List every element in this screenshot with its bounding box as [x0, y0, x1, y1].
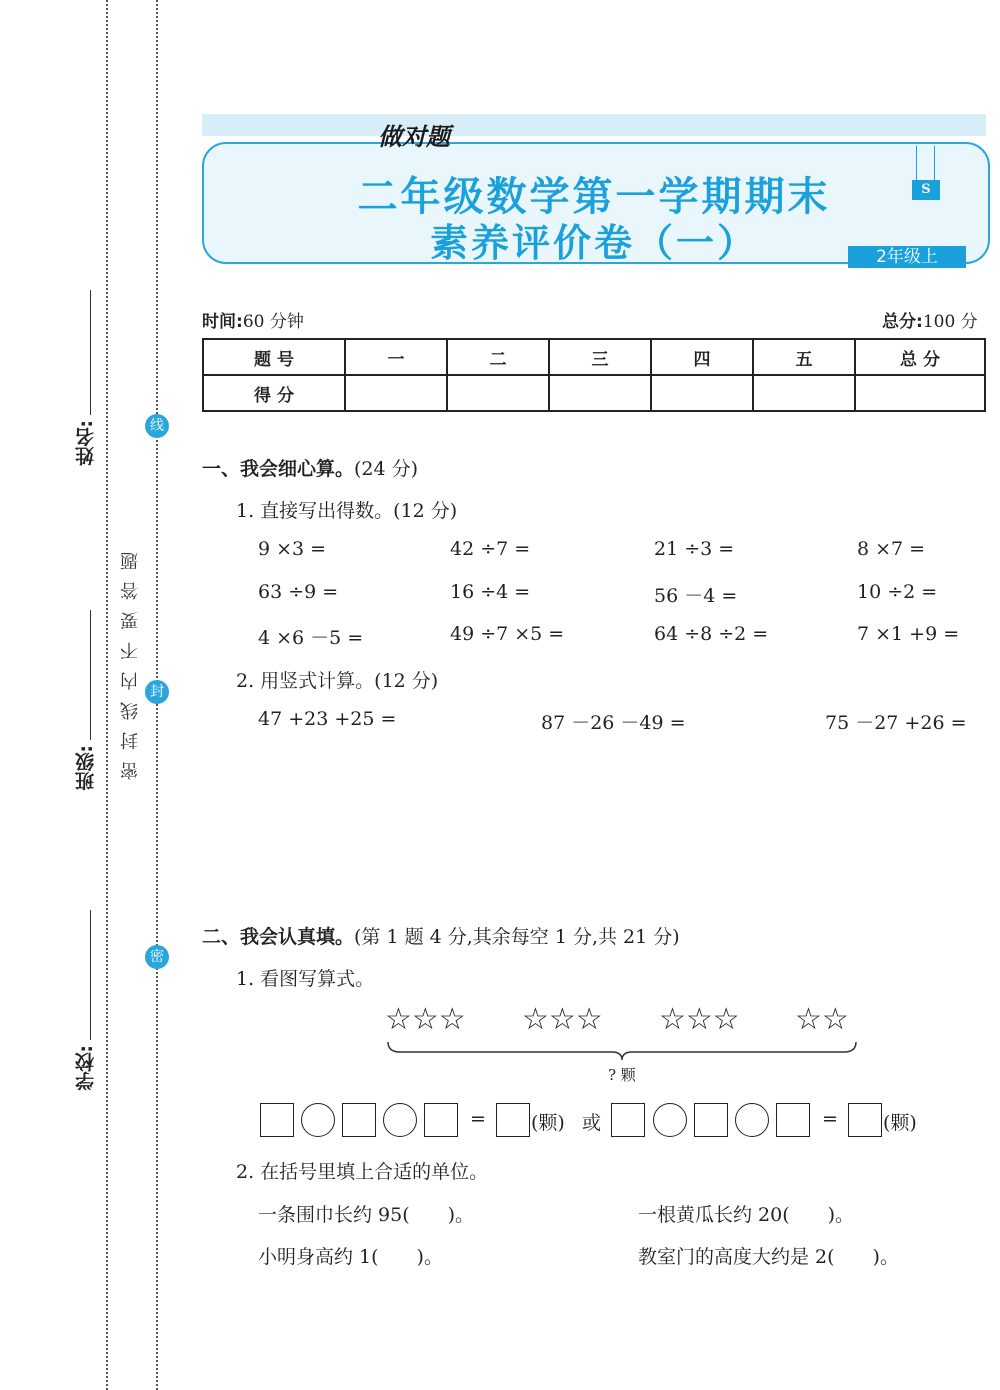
score-row — [203, 375, 985, 411]
class-field[interactable] — [90, 610, 91, 740]
unit-label: (颗) — [531, 1112, 565, 1134]
tag-string-left — [916, 146, 917, 182]
time-info — [202, 307, 304, 332]
operator-circle[interactable] — [735, 1103, 769, 1137]
page-title-line2: 素养评价卷（一） — [429, 221, 758, 265]
score-cell[interactable] — [855, 375, 985, 411]
seal-seal-badge: 封 — [145, 680, 169, 704]
tag-string-right — [934, 146, 935, 182]
equals-sign: = — [470, 1108, 486, 1130]
calc-item: 64 ÷8 ÷2 = — [654, 623, 769, 645]
header-cell: 题 号 — [203, 339, 345, 375]
header-cell: 二 — [447, 339, 549, 375]
section1-title: 一、我会细心算。 — [202, 458, 355, 480]
star-group-icon: ☆☆ — [795, 1002, 849, 1037]
seal-line-badge: 线 — [145, 414, 169, 438]
q2-title: 2. 用竖式计算。(12 分) — [236, 670, 439, 692]
class-label: 班级: — [75, 745, 97, 791]
s2-q1-title: 1. 看图写算式。 — [236, 968, 375, 990]
answer-box[interactable] — [611, 1103, 645, 1137]
s2-q2-title: 2. 在括号里填上合适的单位。 — [236, 1161, 489, 1183]
calc-item: 56 －4 = — [654, 585, 738, 607]
name-label: 姓名: — [75, 420, 97, 466]
brace-icon — [386, 1040, 858, 1062]
score-table — [202, 338, 986, 412]
unit-fill-item: 一根黄瓜长约 20( )。 — [638, 1204, 855, 1226]
total-info — [882, 307, 978, 332]
operator-circle[interactable] — [301, 1103, 335, 1137]
calc-item: 9 ×3 = — [258, 538, 327, 560]
score-cell[interactable] — [651, 375, 753, 411]
page-title-line1: 二年级数学第一学期期末 — [357, 174, 831, 220]
calc-item: 42 ÷7 = — [450, 538, 531, 560]
vertical-calc-item: 87 －26 －49 = — [541, 712, 686, 734]
header-cell: 四 — [651, 339, 753, 375]
header-top-bar — [202, 114, 986, 136]
equals-sign: = — [822, 1108, 838, 1130]
school-label: 学校: — [75, 1045, 97, 1091]
unit-fill-item: 小明身高约 1( )。 — [258, 1246, 443, 1268]
school-field[interactable] — [90, 910, 91, 1040]
header-cell: 三 — [549, 339, 651, 375]
calc-item: 7 ×1 +9 = — [857, 623, 960, 645]
score-cell[interactable] — [345, 375, 447, 411]
unit-fill-item: 教室门的高度大约是 2( )。 — [638, 1246, 899, 1268]
star-group-icon: ☆☆☆ — [385, 1002, 466, 1037]
total-value: 100 分 — [922, 312, 978, 332]
section2-points: (第 1 题 4 分,其余每空 1 分,共 21 分) — [354, 926, 680, 948]
calc-item: 4 ×6 －5 = — [258, 627, 364, 649]
answer-box[interactable] — [342, 1103, 376, 1137]
operator-circle[interactable] — [653, 1103, 687, 1137]
header-cell: 五 — [753, 339, 855, 375]
or-label: 或 — [582, 1112, 602, 1134]
calc-item: 16 ÷4 = — [450, 581, 531, 603]
operator-circle[interactable] — [383, 1103, 417, 1137]
calc-item: 10 ÷2 = — [857, 581, 938, 603]
answer-box[interactable] — [496, 1103, 530, 1137]
time-label: 时间: — [202, 312, 243, 332]
vertical-calc-item: 47 +23 +25 = — [258, 708, 397, 730]
answer-box[interactable] — [424, 1103, 458, 1137]
unit-label: (颗) — [883, 1112, 917, 1134]
star-group-icon: ☆☆☆ — [659, 1002, 740, 1037]
score-header-row — [203, 339, 985, 375]
answer-box[interactable] — [694, 1103, 728, 1137]
brace-label: ? 颗 — [608, 1066, 636, 1084]
score-cell[interactable] — [753, 375, 855, 411]
section1-heading — [202, 454, 418, 481]
calc-item: 8 ×7 = — [857, 538, 926, 560]
score-cell[interactable] — [447, 375, 549, 411]
vertical-calc-item: 75 －27 +26 = — [825, 712, 967, 734]
grade-badge: 2年级上 — [848, 246, 966, 268]
calc-item: 49 ÷7 ×5 = — [450, 623, 565, 645]
header-cell: 总 分 — [855, 339, 985, 375]
calc-item: 21 ÷3 = — [654, 538, 735, 560]
unit-fill-item: 一条围巾长约 95( )。 — [258, 1204, 475, 1226]
tag-icon: S — [912, 180, 940, 200]
section1-points: (24 分) — [354, 458, 419, 480]
score-row-label: 得 分 — [203, 375, 345, 411]
section2-title: 二、我会认真填。 — [202, 926, 355, 948]
seal-dense-badge: 密 — [145, 945, 169, 969]
name-field[interactable] — [90, 290, 91, 415]
calc-item: 63 ÷9 = — [258, 581, 339, 603]
time-value: 60 分钟 — [242, 312, 304, 332]
q1-title: 1. 直接写出得数。(12 分) — [236, 500, 458, 522]
star-group-icon: ☆☆☆ — [522, 1002, 603, 1037]
answer-box[interactable] — [848, 1103, 882, 1137]
section2-heading — [202, 922, 680, 949]
answer-box[interactable] — [776, 1103, 810, 1137]
score-cell[interactable] — [549, 375, 651, 411]
header-cell: 一 — [345, 339, 447, 375]
brand-logo: 做对题 — [378, 123, 450, 151]
answer-box[interactable] — [260, 1103, 294, 1137]
fold-line-left — [106, 0, 108, 1390]
total-label: 总分: — [882, 312, 923, 332]
seal-notice: 密封线内不要答题 — [120, 540, 141, 780]
